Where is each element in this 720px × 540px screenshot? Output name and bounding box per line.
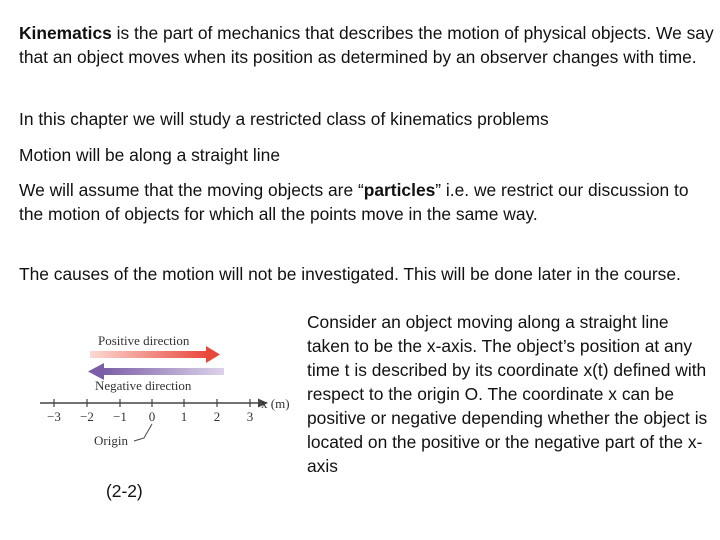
positive-arrow: [90, 346, 220, 363]
term-kinematics: Kinematics: [19, 23, 112, 43]
axis-label: x (m): [261, 396, 290, 411]
x-axis-figure: [30, 328, 320, 458]
tick-label: 2: [213, 409, 221, 424]
paragraph-particles: [19, 178, 714, 226]
tick-label: 1: [180, 409, 188, 424]
positive-direction-label: Positive direction: [98, 333, 190, 348]
definition-text: is the part of mechanics that describes the motion of physical objects. We say that an object moves when its position as determined by an observer changes with time.: [19, 23, 714, 67]
paragraph-kinematics-definition: [19, 21, 714, 69]
origin-pointer: [134, 424, 152, 441]
origin-label: Origin: [94, 433, 128, 448]
paragraph-chapter-scope: In this chapter we will study a restricted class of kinematics problems: [19, 109, 549, 129]
tick-label: −1: [113, 409, 127, 424]
tick-label: −3: [47, 409, 61, 424]
x-axis: [40, 399, 268, 408]
paragraph-causes: The causes of the motion will not be investigated. This will be done later in the course.: [19, 264, 681, 284]
tick-label: −2: [80, 409, 94, 424]
tick-label: 3: [246, 409, 254, 424]
term-particles: particles: [363, 180, 436, 200]
tick-label: 0: [148, 409, 156, 424]
figure-caption: (2-2): [106, 481, 143, 501]
paragraph-straight-line: Motion will be along a straight line: [19, 145, 281, 165]
negative-direction-label: Negative direction: [95, 378, 192, 393]
particles-text-a: We will assume that the moving objects are “: [19, 180, 364, 200]
particles-text-b: ” i.e. we restrict our discussion to the motion of objects for which all the points move in the same way.: [19, 180, 689, 224]
paragraph-x-axis-description: Consider an object moving along a straight line taken to be the x-axis. The object’s position at any time t is described by its coordinate x(t) defined with respect to the origin O. The coordinate x can be positive or negative depending whether the object is located on the positive or the negative part of the x-axis: [307, 312, 708, 476]
